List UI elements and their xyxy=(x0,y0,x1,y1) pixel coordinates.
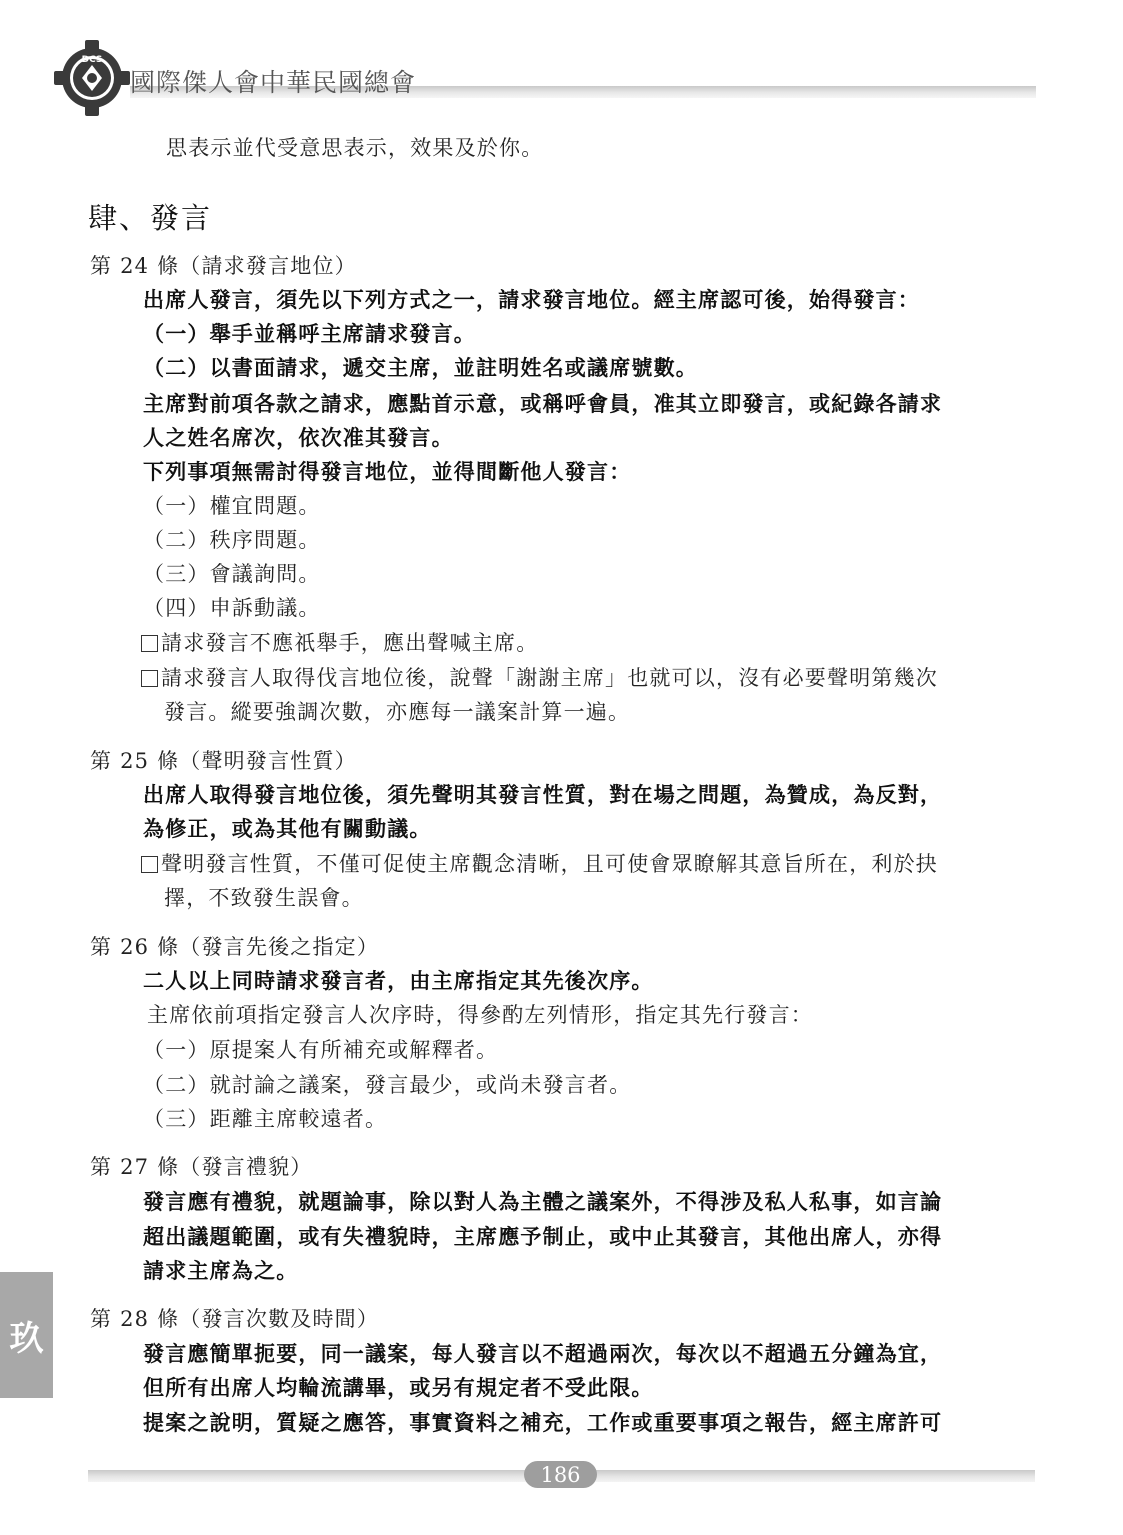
article-text: （二）秩序問題。 xyxy=(143,528,321,552)
header-title: 國際傑人會中華民國總會 xyxy=(130,68,417,97)
article-text: （三）會議詢問。 xyxy=(143,562,321,586)
checkbox-icon xyxy=(141,635,158,652)
note-item xyxy=(141,849,938,879)
article-heading: 第 24 條（請求發言地位） xyxy=(90,254,357,278)
article-text: 但所有出席人均輪流講畢，或另有規定者不受此限。 xyxy=(143,1375,654,1400)
article-text: 二人以上同時請求發言者，由主席指定其先後次序。 xyxy=(143,968,654,993)
article-text: 超出議題範圍，或有失禮貌時，主席應予制止，或中止其發言，其他出席人，亦得 xyxy=(143,1224,943,1249)
note-text: 發言。縱要強調次數，亦應每一議案計算一遍。 xyxy=(164,700,631,724)
article-heading: 第 26 條（發言先後之指定） xyxy=(90,935,380,959)
article-text: （一）權宜問題。 xyxy=(143,494,321,518)
checkbox-icon xyxy=(141,856,158,873)
article-text: 發言應有禮貌，就題論事，除以對人為主體之議案外，不得涉及私人私事，如言論 xyxy=(143,1189,943,1214)
article-text: 主席對前項各款之請求，應點首示意，或稱呼會員，准其立即發言，或紀錄各請求 xyxy=(143,391,943,416)
organization-logo xyxy=(52,38,132,118)
article-text: 出席人發言，須先以下列方式之一，請求發言地位。經主席認可後，始得發言： xyxy=(143,287,920,312)
page-header xyxy=(52,38,1037,118)
note-item xyxy=(141,663,938,693)
logo-text: DCS xyxy=(81,55,103,65)
page-number: 186 xyxy=(524,1461,597,1488)
article-text: （一）舉手並稱呼主席請求發言。 xyxy=(143,321,476,346)
article-text: 提案之說明，質疑之應答，事實資料之補充，工作或重要事項之報告，經主席許可 xyxy=(143,1410,943,1435)
section-title: 肆、發言 xyxy=(88,201,213,235)
article-text: 人之姓名席次，依次准其發言。 xyxy=(143,425,454,450)
note-text: 請求發言人取得伐言地位後，說聲「謝謝主席」也就可以，沒有必要聲明第幾次 xyxy=(161,666,938,690)
article-text: （三）距離主席較遠者。 xyxy=(143,1107,388,1131)
article-text: （二）以書面請求，遞交主席，並註明姓名或議席號數。 xyxy=(143,355,698,380)
article-text: 請求主席為之。 xyxy=(143,1258,299,1283)
article-heading: 第 25 條（聲明發言性質） xyxy=(90,749,357,773)
article-text: 發言應簡單扼要，同一議案，每人發言以不超過兩次，每次以不超過五分鐘為宜， xyxy=(143,1341,943,1366)
chapter-tab: 玖 xyxy=(0,1272,53,1398)
continued-text: 思表示並代受意思表示，效果及於你。 xyxy=(166,136,544,160)
article-text: 主席依前項指定發言人次序時，得參酌左列情形，指定其先行發言： xyxy=(147,1003,813,1027)
article-text: （四）申訴動議。 xyxy=(143,596,321,620)
checkbox-icon xyxy=(141,670,158,687)
note-item xyxy=(141,628,538,658)
article-text: （二）就討論之議案，發言最少，或尚未發言者。 xyxy=(143,1073,632,1097)
note-text: 聲明發言性質，不僅可促使主席觀念清晰，且可使會眾瞭解其意旨所在，利於抉 xyxy=(161,852,938,876)
article-heading: 第 28 條（發言次數及時間） xyxy=(90,1307,380,1331)
article-text: 為修正，或為其他有關動議。 xyxy=(143,816,432,841)
note-text: 擇，不致發生誤會。 xyxy=(164,886,364,910)
article-heading: 第 27 條（發言禮貌） xyxy=(90,1155,313,1179)
article-text: 出席人取得發言地位後，須先聲明其發言性質，對在場之問題，為贊成，為反對， xyxy=(143,782,943,807)
article-text: 下列事項無需討得發言地位，並得間斷他人發言： xyxy=(143,459,632,484)
note-text: 請求發言不應祇舉手，應出聲喊主席。 xyxy=(161,631,539,655)
article-text: （一）原提案人有所補充或解釋者。 xyxy=(143,1038,499,1062)
